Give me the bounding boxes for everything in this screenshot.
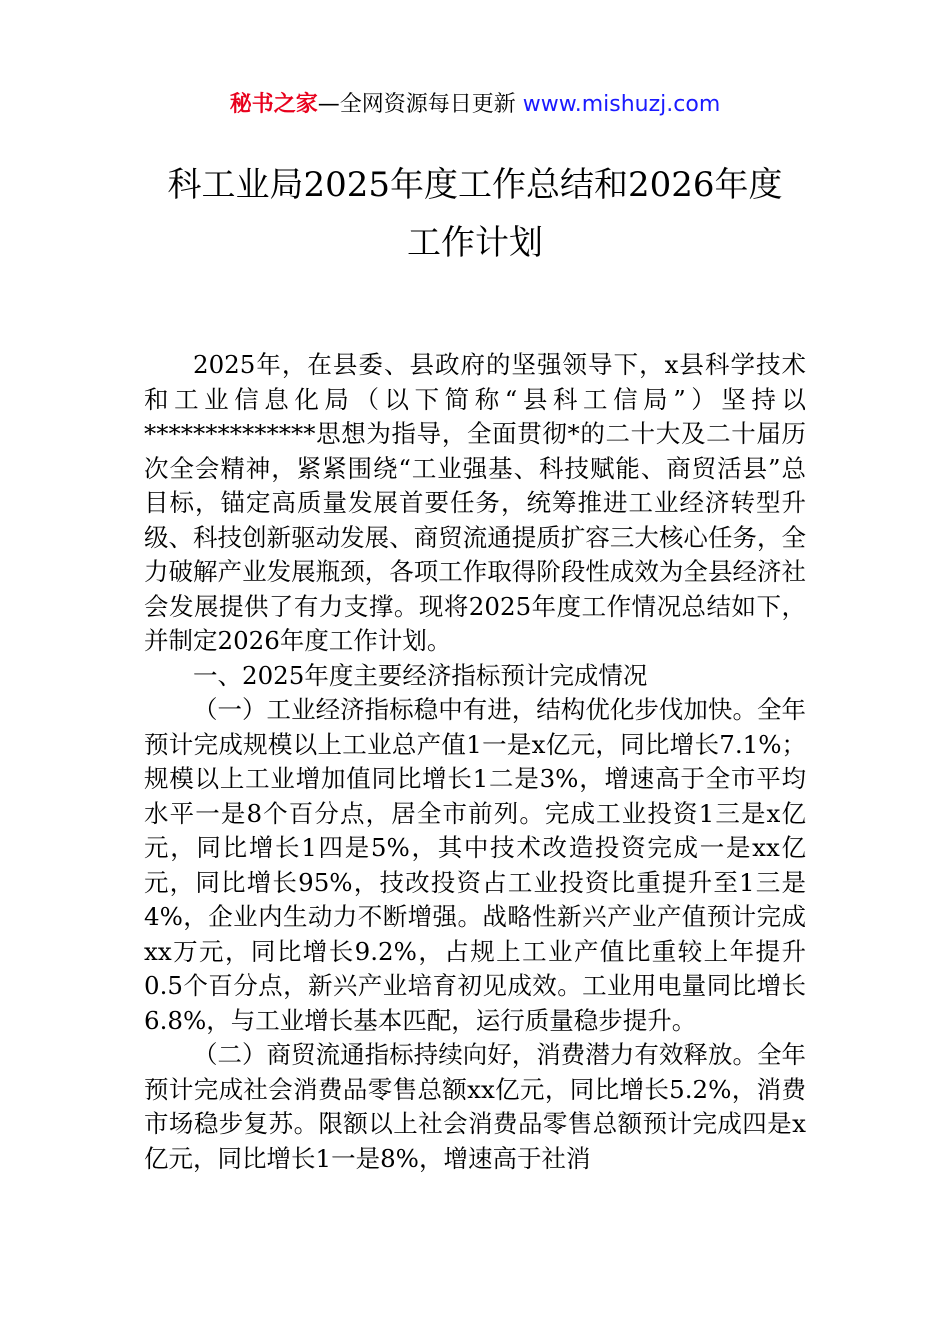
document-title-line-2: 工作计划	[407, 223, 543, 263]
site-name: 秘书之家	[229, 92, 318, 117]
subsection-industrial-paragraph: （一）工业经济指标稳中有进，结构优化步伐加快。全年预计完成规模以上工业总产值1一是x亿元，同比增长7.1%；规模以上工业增加值同比增长1二是3%，增速高于全市平均水平一是8个百分点，居全市前列。完成工业投资1三是x亿元，同比增长1四是5%，其中技术改造投资完成一是xx亿元，同比增长95%，技改投资占工业投资比重提升至1三是4%，企业内生动力不断增强。战略性新兴产业产值预计完成xx万元，同比增长9.2%，占规上工业产值比重较上年提升0.5个百分点，新兴产业培育初见成效。工业用电量同比增长6.8%，与工业增长基本匹配，运行质量稳步提升。	[144, 695, 806, 1035]
site-url-link[interactable]: www.mishuzj.com	[522, 92, 721, 117]
subsection-commerce-paragraph: （二）商贸流通指标持续向好，消费潜力有效释放。全年预计完成社会消费品零售总额xx亿元，同比增长5.2%，消费市场稳步复苏。限额以上社会消费品零售总额预计完成四是x亿元，同比增长1一是8%，增速高于社消	[144, 1040, 806, 1173]
document-title-line-1: 科工业局2025年度工作总结和2026年度	[167, 165, 783, 205]
document-title	[120, 156, 830, 272]
site-header	[0, 88, 950, 122]
document-body	[144, 348, 806, 1176]
section-heading-1: 一、2025年度主要经济指标预计完成情况	[193, 660, 648, 690]
site-tagline: —全网资源每日更新	[317, 92, 523, 117]
intro-paragraph: 2025年，在县委、县政府的坚强领导下，x县科学技术和工业信息化局（以下简称“县科工信局”）坚持以**************思想为指导，全面贯彻*的二十大及二十届历次全会精神，紧紧围绕“工业强基、科技赋能、商贸活县”总目标，锚定高质量发展首要任务，统筹推进工业经济转型升级、科技创新驱动发展、商贸流通提质扩容三大核心任务，全力破解产业发展瓶颈，各项工作取得阶段性成效为全县经济社会发展提供了有力支撑。现将2025年度工作情况总结如下，并制定2026年度工作计划。	[144, 350, 806, 655]
